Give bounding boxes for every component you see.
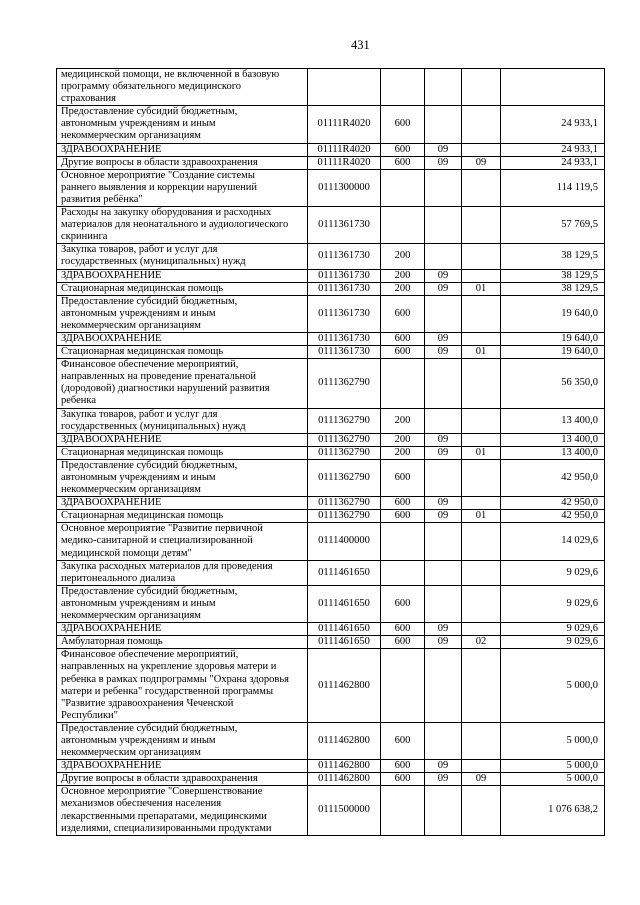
- cell-name: [57, 623, 308, 636]
- cell-pr: 09: [462, 156, 501, 169]
- cell-rz: [425, 295, 462, 332]
- table-row: [57, 156, 605, 169]
- cell-vr: 600: [381, 636, 425, 649]
- cell-name-line: раннего выявления и коррекции нарушений: [61, 181, 258, 193]
- cell-code: 0111361730: [308, 244, 381, 269]
- cell-rz: 09: [425, 282, 462, 295]
- cell-name-line: страхования: [61, 93, 116, 105]
- cell-amount: 13 400,0: [501, 408, 605, 433]
- cell-name-line: перитонеального диализа: [61, 572, 176, 584]
- cell-pr: [462, 459, 501, 496]
- cell-name-line: материалов для неонатального и аудиологического: [61, 219, 289, 231]
- cell-code: 01111R4020: [308, 156, 381, 169]
- cell-amount: 5 000,0: [501, 649, 605, 723]
- cell-name-line: Стационарная медицинская помощь: [61, 446, 224, 458]
- cell-rz: 09: [425, 623, 462, 636]
- table-row: [57, 773, 605, 786]
- cell-code: 0111362790: [308, 497, 381, 510]
- table-row: [57, 169, 605, 206]
- cell-rz: 09: [425, 773, 462, 786]
- cell-name-line: Республики": [61, 709, 118, 721]
- cell-vr: 600: [381, 346, 425, 359]
- cell-name-line: Другие вопросы в области здравоохранения: [61, 773, 258, 785]
- cell-name-line: ЗДРАВООХРАНЕНИЕ: [61, 433, 162, 445]
- cell-code: 0111462800: [308, 773, 381, 786]
- table-row: [57, 636, 605, 649]
- table-row: [57, 760, 605, 773]
- cell-name-line: ребенка в рамках подпрограммы "Охрана здоровья: [61, 673, 290, 685]
- cell-pr: [462, 295, 501, 332]
- table-row: [57, 69, 605, 106]
- cell-rz: [425, 560, 462, 585]
- cell-name: [57, 446, 308, 459]
- budget-table: [56, 68, 605, 836]
- cell-name-line: Предоставление субсидий бюджетным,: [61, 459, 238, 471]
- cell-name: [57, 649, 308, 723]
- cell-name-line: автономным учреждениям и иным: [61, 472, 216, 483]
- cell-rz: [425, 359, 462, 408]
- cell-pr: 09: [462, 773, 501, 786]
- table-row: [57, 623, 605, 636]
- cell-rz: 09: [425, 446, 462, 459]
- cell-code: 0111461650: [308, 623, 381, 636]
- cell-name-line: лекарственными препаратами, медицинскими: [61, 810, 267, 822]
- cell-name-line: ЗДРАВООХРАНЕНИЕ: [61, 623, 162, 635]
- cell-name-line: некоммерческим организациям: [61, 747, 201, 759]
- cell-name: [57, 282, 308, 295]
- cell-name-line: некоммерческим организациям: [61, 319, 201, 331]
- cell-name-line: Предоставление субсидий бюджетным,: [61, 585, 238, 597]
- table-row: [57, 143, 605, 156]
- cell-code: 01111R4020: [308, 106, 381, 143]
- cell-amount: 38 129,5: [501, 244, 605, 269]
- cell-amount: 9 029,6: [501, 585, 605, 622]
- cell-vr: 200: [381, 408, 425, 433]
- cell-vr: [381, 560, 425, 585]
- cell-amount: 42 950,0: [501, 497, 605, 510]
- cell-code: 0111362790: [308, 510, 381, 523]
- cell-vr: 600: [381, 773, 425, 786]
- cell-vr: 600: [381, 760, 425, 773]
- cell-name-line: Предоставление субсидий бюджетным,: [61, 722, 238, 734]
- table-row: [57, 295, 605, 332]
- cell-pr: [462, 523, 501, 560]
- cell-rz: [425, 69, 462, 106]
- cell-name-line: направленных на укрепление здоровья матери и: [61, 661, 277, 673]
- cell-amount: 42 950,0: [501, 459, 605, 496]
- cell-pr: [462, 169, 501, 206]
- cell-name-line: (дородовой) диагностики нарушений развития: [61, 383, 270, 395]
- cell-vr: 200: [381, 446, 425, 459]
- cell-name-line: механизмов обеспечения населения: [61, 798, 222, 810]
- cell-pr: 01: [462, 282, 501, 295]
- cell-name-line: некоммерческим организациям: [61, 484, 201, 496]
- cell-name-line: Закупка расходных материалов для проведения: [61, 560, 273, 572]
- cell-vr: 600: [381, 332, 425, 345]
- cell-pr: [462, 106, 501, 143]
- table-row: [57, 585, 605, 622]
- cell-code: 0111362790: [308, 433, 381, 446]
- table-row: [57, 510, 605, 523]
- cell-pr: [462, 207, 501, 244]
- table-row: [57, 786, 605, 835]
- table-row: [57, 560, 605, 585]
- cell-amount: 24 933,1: [501, 106, 605, 143]
- cell-amount: 38 129,5: [501, 269, 605, 282]
- cell-code: 0111461650: [308, 560, 381, 585]
- cell-pr: 01: [462, 346, 501, 359]
- cell-amount: 42 950,0: [501, 510, 605, 523]
- cell-name: [57, 332, 308, 345]
- cell-name-line: ЗДРАВООХРАНЕНИЕ: [61, 269, 162, 281]
- cell-name-line: автономным учреждениям и иным: [61, 307, 216, 319]
- cell-rz: 09: [425, 433, 462, 446]
- cell-pr: [462, 786, 501, 835]
- cell-pr: [462, 69, 501, 106]
- cell-name-line: Финансовое обеспечение мероприятий,: [61, 649, 239, 661]
- cell-name: [57, 433, 308, 446]
- cell-pr: [462, 623, 501, 636]
- cell-name-line: автономным учреждениям и иным: [61, 734, 216, 746]
- cell-pr: [462, 408, 501, 433]
- cell-name: [57, 207, 308, 244]
- cell-name: [57, 636, 308, 649]
- cell-amount: 19 640,0: [501, 332, 605, 345]
- cell-rz: 09: [425, 510, 462, 523]
- cell-amount: 19 640,0: [501, 295, 605, 332]
- cell-rz: 09: [425, 346, 462, 359]
- cell-amount: 24 933,1: [501, 143, 605, 156]
- cell-code: 0111362790: [308, 446, 381, 459]
- cell-amount: 24 933,1: [501, 156, 605, 169]
- cell-name-line: Закупка товаров, работ и услуг для: [61, 244, 218, 256]
- cell-rz: 09: [425, 143, 462, 156]
- table-row: [57, 269, 605, 282]
- table-row: [57, 207, 605, 244]
- cell-pr: [462, 244, 501, 269]
- cell-name-line: медицинской помощи, не включенной в базовую: [61, 69, 280, 80]
- table-row: [57, 282, 605, 295]
- cell-rz: [425, 459, 462, 496]
- cell-name: [57, 269, 308, 282]
- cell-vr: 600: [381, 510, 425, 523]
- cell-vr: 200: [381, 244, 425, 269]
- cell-name-line: Стационарная медицинская помощь: [61, 510, 224, 522]
- cell-name: [57, 510, 308, 523]
- cell-name-line: программу обязательного медицинского: [61, 81, 242, 93]
- cell-amount: 9 029,6: [501, 623, 605, 636]
- cell-code: 0111462800: [308, 722, 381, 759]
- cell-rz: [425, 585, 462, 622]
- cell-pr: 02: [462, 636, 501, 649]
- cell-amount: 5 000,0: [501, 760, 605, 773]
- cell-name-line: некоммерческим организациям: [61, 130, 201, 142]
- cell-pr: [462, 359, 501, 408]
- cell-code: 0111361730: [308, 332, 381, 345]
- cell-amount: 13 400,0: [501, 433, 605, 446]
- cell-code: 0111400000: [308, 523, 381, 560]
- cell-name-line: Расходы на закупку оборудования и расходных: [61, 207, 272, 219]
- cell-name-line: "Развитие здравоохранения Чеченской: [61, 697, 234, 709]
- cell-code: 0111461650: [308, 636, 381, 649]
- cell-rz: [425, 169, 462, 206]
- cell-name-line: ЗДРАВООХРАНЕНИЕ: [61, 143, 162, 155]
- cell-name-line: Основное мероприятие "Совершенствование: [61, 786, 263, 798]
- table-row: [57, 649, 605, 723]
- cell-name-line: Предоставление субсидий бюджетным,: [61, 106, 238, 118]
- cell-name-line: Амбулаторная помощь: [61, 636, 163, 648]
- cell-vr: 600: [381, 722, 425, 759]
- cell-name: [57, 143, 308, 156]
- cell-name: [57, 69, 308, 106]
- cell-amount: 13 400,0: [501, 446, 605, 459]
- cell-name-line: направленных на проведение пренатальной: [61, 371, 257, 383]
- cell-name-line: автономным учреждениям и иным: [61, 118, 216, 130]
- cell-vr: 200: [381, 433, 425, 446]
- cell-amount: 9 029,6: [501, 636, 605, 649]
- cell-rz: 09: [425, 156, 462, 169]
- cell-code: 0111462800: [308, 649, 381, 723]
- cell-amount: 57 769,5: [501, 207, 605, 244]
- cell-name: [57, 560, 308, 585]
- cell-name-line: ЗДРАВООХРАНЕНИЕ: [61, 332, 162, 344]
- cell-rz: 09: [425, 332, 462, 345]
- cell-code: 0111361730: [308, 282, 381, 295]
- cell-rz: 09: [425, 269, 462, 282]
- cell-amount: 114 119,5: [501, 169, 605, 206]
- cell-name-line: Основное мероприятие "Создание системы: [61, 169, 255, 181]
- cell-name-line: матери и ребенка" государственной программы: [61, 685, 273, 697]
- cell-pr: [462, 143, 501, 156]
- cell-name: [57, 722, 308, 759]
- cell-code: 0111362790: [308, 459, 381, 496]
- cell-name-line: изделиями, специализированными продуктами: [61, 822, 272, 834]
- cell-rz: [425, 523, 462, 560]
- cell-amount: 19 640,0: [501, 346, 605, 359]
- cell-pr: [462, 560, 501, 585]
- cell-vr: 600: [381, 497, 425, 510]
- cell-name-line: Финансовое обеспечение мероприятий,: [61, 359, 239, 371]
- cell-rz: [425, 786, 462, 835]
- cell-vr: 600: [381, 295, 425, 332]
- cell-code: 0111361730: [308, 295, 381, 332]
- cell-amount: 1 076 638,2: [501, 786, 605, 835]
- cell-code: 0111362790: [308, 359, 381, 408]
- cell-name: [57, 585, 308, 622]
- cell-vr: 600: [381, 156, 425, 169]
- cell-name: [57, 169, 308, 206]
- budget-table-body: [57, 69, 605, 836]
- cell-rz: 09: [425, 760, 462, 773]
- table-row: [57, 106, 605, 143]
- cell-name-line: ЗДРАВООХРАНЕНИЕ: [61, 760, 162, 772]
- cell-rz: [425, 207, 462, 244]
- cell-name-line: медико-санитарной и специализированной: [61, 535, 253, 547]
- cell-vr: [381, 359, 425, 408]
- cell-name-line: ЗДРАВООХРАНЕНИЕ: [61, 497, 162, 509]
- cell-code: 0111461650: [308, 585, 381, 622]
- cell-name: [57, 408, 308, 433]
- cell-pr: [462, 269, 501, 282]
- cell-vr: [381, 207, 425, 244]
- cell-code: 0111500000: [308, 786, 381, 835]
- cell-name-line: некоммерческим организациям: [61, 610, 201, 622]
- table-row: [57, 332, 605, 345]
- table-row: [57, 459, 605, 496]
- cell-pr: [462, 649, 501, 723]
- cell-name: [57, 244, 308, 269]
- cell-amount: 5 000,0: [501, 773, 605, 786]
- cell-code: 0111361730: [308, 207, 381, 244]
- cell-rz: 09: [425, 636, 462, 649]
- cell-name: [57, 760, 308, 773]
- table-row: [57, 497, 605, 510]
- cell-rz: [425, 649, 462, 723]
- cell-name-line: Закупка товаров, работ и услуг для: [61, 408, 218, 420]
- cell-vr: [381, 69, 425, 106]
- cell-vr: 600: [381, 623, 425, 636]
- cell-code: [308, 69, 381, 106]
- cell-vr: [381, 523, 425, 560]
- cell-amount: 5 000,0: [501, 722, 605, 759]
- table-row: [57, 446, 605, 459]
- cell-pr: [462, 497, 501, 510]
- cell-pr: [462, 722, 501, 759]
- cell-amount: 9 029,6: [501, 560, 605, 585]
- cell-name-line: автономным учреждениям и иным: [61, 597, 216, 609]
- table-row: [57, 408, 605, 433]
- cell-code: 01111R4020: [308, 143, 381, 156]
- page-number: 431: [351, 38, 370, 52]
- cell-name-line: медицинской помощи детям": [61, 547, 192, 559]
- cell-name-line: Стационарная медицинская помощь: [61, 346, 224, 358]
- cell-name-line: государственных (муниципальных) нужд: [61, 420, 246, 432]
- cell-code: 0111361730: [308, 346, 381, 359]
- table-row: [57, 433, 605, 446]
- cell-pr: [462, 760, 501, 773]
- cell-amount: [501, 69, 605, 106]
- cell-name: [57, 773, 308, 786]
- cell-pr: 01: [462, 510, 501, 523]
- cell-name: [57, 106, 308, 143]
- cell-amount: 56 350,0: [501, 359, 605, 408]
- cell-name: [57, 156, 308, 169]
- cell-vr: 600: [381, 106, 425, 143]
- cell-vr: [381, 649, 425, 723]
- cell-code: 0111462800: [308, 760, 381, 773]
- cell-vr: 600: [381, 459, 425, 496]
- cell-pr: [462, 585, 501, 622]
- cell-code: 0111362790: [308, 408, 381, 433]
- cell-name-line: государственных (муниципальных) нужд: [61, 256, 246, 268]
- cell-rz: [425, 106, 462, 143]
- cell-pr: [462, 332, 501, 345]
- table-row: [57, 244, 605, 269]
- cell-name-line: развития ребёнка": [61, 193, 143, 205]
- cell-name-line: Основное мероприятие "Развитие первичной: [61, 523, 263, 535]
- cell-pr: [462, 433, 501, 446]
- cell-vr: [381, 786, 425, 835]
- cell-name: [57, 295, 308, 332]
- cell-rz: [425, 244, 462, 269]
- cell-vr: [381, 169, 425, 206]
- cell-name: [57, 523, 308, 560]
- cell-name: [57, 346, 308, 359]
- cell-rz: 09: [425, 497, 462, 510]
- cell-name-line: Предоставление субсидий бюджетным,: [61, 295, 238, 307]
- cell-name: [57, 497, 308, 510]
- cell-name: [57, 359, 308, 408]
- table-row: [57, 523, 605, 560]
- table-row: [57, 359, 605, 408]
- cell-vr: 600: [381, 585, 425, 622]
- cell-pr: 01: [462, 446, 501, 459]
- cell-name-line: Другие вопросы в области здравоохранения: [61, 156, 258, 168]
- cell-vr: 600: [381, 143, 425, 156]
- cell-rz: [425, 408, 462, 433]
- cell-amount: 38 129,5: [501, 282, 605, 295]
- cell-rz: [425, 722, 462, 759]
- cell-amount: 14 029,6: [501, 523, 605, 560]
- cell-name-line: скрининга: [61, 231, 108, 243]
- cell-vr: 200: [381, 282, 425, 295]
- cell-code: 0111361730: [308, 269, 381, 282]
- cell-vr: 200: [381, 269, 425, 282]
- cell-name: [57, 459, 308, 496]
- cell-name: [57, 786, 308, 835]
- table-row: [57, 346, 605, 359]
- cell-code: 0111300000: [308, 169, 381, 206]
- table-row: [57, 722, 605, 759]
- cell-name-line: Стационарная медицинская помощь: [61, 282, 224, 294]
- cell-name-line: ребенка: [61, 395, 96, 407]
